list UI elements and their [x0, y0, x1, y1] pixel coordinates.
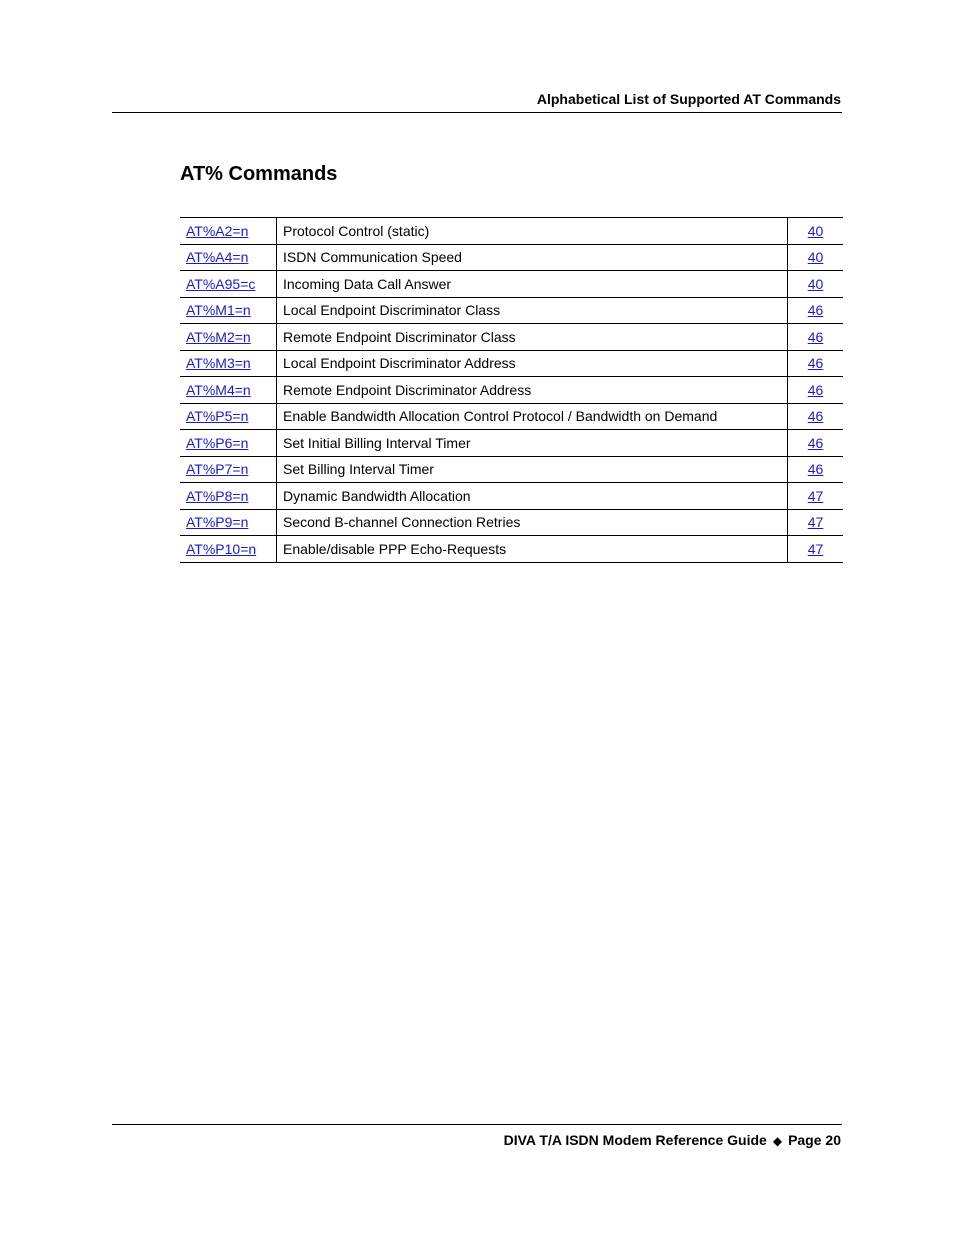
description-cell: Remote Endpoint Discriminator Address	[277, 377, 788, 404]
command-cell	[180, 271, 277, 298]
page-cell	[788, 509, 844, 536]
page-link[interactable]: 40	[807, 222, 824, 239]
page-link[interactable]: 46	[807, 434, 824, 451]
command-link[interactable]: AT%M2=n	[186, 328, 251, 345]
page-cell	[788, 377, 844, 404]
page-link[interactable]: 46	[807, 408, 824, 425]
at-commands-table	[180, 217, 843, 563]
command-cell	[180, 536, 277, 563]
page-cell	[788, 324, 844, 351]
description-cell: Dynamic Bandwidth Allocation	[277, 483, 788, 510]
table-row	[180, 350, 843, 377]
page-cell	[788, 403, 844, 430]
command-cell	[180, 403, 277, 430]
description-cell: Remote Endpoint Discriminator Class	[277, 324, 788, 351]
command-link[interactable]: AT%P9=n	[186, 514, 249, 531]
table-row	[180, 403, 843, 430]
description-cell: Second B-channel Connection Retries	[277, 509, 788, 536]
table-row	[180, 218, 843, 245]
guide-title: DIVA T/A ISDN Modem Reference Guide	[503, 1132, 767, 1148]
command-link[interactable]: AT%P6=n	[186, 434, 249, 451]
page-link[interactable]: 46	[807, 328, 824, 345]
table-body	[180, 218, 843, 563]
page-cell	[788, 536, 844, 563]
page-link[interactable]: 47	[807, 487, 824, 504]
page-link[interactable]: 40	[807, 275, 824, 292]
command-cell	[180, 456, 277, 483]
page-number: Page 20	[788, 1132, 841, 1148]
table-row	[180, 430, 843, 457]
running-header: Alphabetical List of Supported AT Commands	[536, 91, 841, 107]
command-cell	[180, 430, 277, 457]
diamond-separator-icon: ◆	[772, 1134, 783, 1148]
command-link[interactable]: AT%M1=n	[186, 302, 251, 319]
page-cell	[788, 430, 844, 457]
command-link[interactable]: AT%P7=n	[186, 461, 249, 478]
table-row	[180, 377, 843, 404]
command-cell	[180, 350, 277, 377]
page-link[interactable]: 47	[807, 514, 824, 531]
command-cell	[180, 483, 277, 510]
table-row	[180, 483, 843, 510]
footer-divider	[112, 1124, 842, 1125]
header-divider	[112, 112, 842, 113]
page-cell	[788, 297, 844, 324]
description-cell: Incoming Data Call Answer	[277, 271, 788, 298]
command-link[interactable]: AT%P5=n	[186, 408, 249, 425]
description-cell: Local Endpoint Discriminator Class	[277, 297, 788, 324]
table-row	[180, 509, 843, 536]
command-link[interactable]: AT%A2=n	[186, 222, 249, 239]
table-row	[180, 536, 843, 563]
description-cell: Local Endpoint Discriminator Address	[277, 350, 788, 377]
table-row	[180, 244, 843, 271]
command-link[interactable]: AT%A4=n	[186, 249, 249, 266]
page-cell	[788, 483, 844, 510]
description-cell: Set Billing Interval Timer	[277, 456, 788, 483]
description-cell: Set Initial Billing Interval Timer	[277, 430, 788, 457]
table-row	[180, 297, 843, 324]
table-row	[180, 456, 843, 483]
table-row	[180, 324, 843, 351]
table-row	[180, 271, 843, 298]
description-cell: ISDN Communication Speed	[277, 244, 788, 271]
command-link[interactable]: AT%P10=n	[186, 540, 257, 557]
page-cell	[788, 271, 844, 298]
page-link[interactable]: 47	[807, 540, 824, 557]
page-cell	[788, 218, 844, 245]
page-cell	[788, 456, 844, 483]
page-cell	[788, 244, 844, 271]
command-link[interactable]: AT%M4=n	[186, 381, 251, 398]
command-link[interactable]: AT%P8=n	[186, 487, 249, 504]
command-cell	[180, 218, 277, 245]
page-cell	[788, 350, 844, 377]
description-cell: Protocol Control (static)	[277, 218, 788, 245]
page-link[interactable]: 40	[807, 249, 824, 266]
section-title: AT% Commands	[180, 163, 338, 185]
page-link[interactable]: 46	[807, 302, 824, 319]
page-link[interactable]: 46	[807, 355, 824, 372]
command-cell	[180, 509, 277, 536]
command-link[interactable]: AT%A95=c	[186, 275, 256, 292]
running-footer	[504, 1132, 841, 1148]
description-cell: Enable Bandwidth Allocation Control Protocol / Bandwidth on Demand	[277, 403, 788, 430]
command-cell	[180, 324, 277, 351]
command-cell	[180, 377, 277, 404]
command-cell	[180, 297, 277, 324]
command-link[interactable]: AT%M3=n	[186, 355, 251, 372]
command-cell	[180, 244, 277, 271]
description-cell: Enable/disable PPP Echo-Requests	[277, 536, 788, 563]
page-link[interactable]: 46	[807, 381, 824, 398]
page-link[interactable]: 46	[807, 461, 824, 478]
